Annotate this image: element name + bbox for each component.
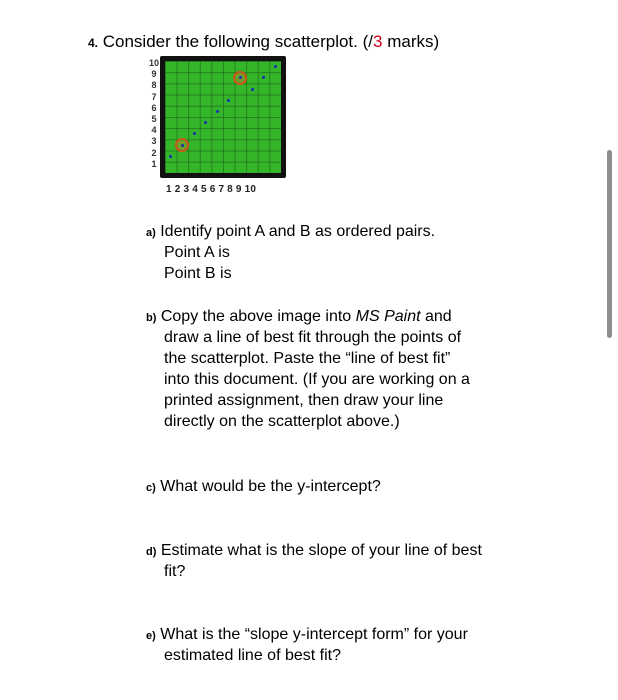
part-b-line1-pre: Copy the above image into (160, 308, 356, 325)
marks-value: 3 (373, 32, 383, 51)
scatter-point (181, 144, 184, 147)
scatter-point (227, 99, 230, 102)
scatterplot-grid (165, 61, 281, 173)
part-a (146, 221, 435, 244)
part-e-letter: e) (146, 630, 156, 642)
question-text: Consider the following scatterplot. (102, 32, 358, 51)
part-a-letter: a) (146, 227, 156, 239)
y-axis-label: 6 (151, 102, 157, 113)
part-d-letter: d) (146, 546, 157, 558)
scatter-point (251, 88, 254, 91)
scatter-point (274, 65, 277, 68)
scatter-point (193, 132, 196, 135)
part-e (146, 624, 468, 647)
y-axis-label: 4 (151, 125, 157, 136)
part-c-letter: c) (146, 482, 156, 494)
part-e-line1: What is the “slope y-intercept form” for your (160, 626, 468, 643)
part-e-line2: estimated line of best fit? (164, 647, 341, 664)
part-c (146, 476, 381, 499)
part-a-text: Identify point A and B as ordered pairs. (160, 223, 436, 240)
part-d-line2: fit? (164, 563, 186, 580)
scatter-point (204, 121, 207, 124)
y-axis-label: 8 (151, 80, 157, 91)
part-b-line6: directly on the scatterplot above.) (164, 413, 400, 430)
part-b-line4: into this document. (If you are working on a (164, 371, 470, 388)
y-axis-label: 3 (151, 136, 157, 147)
part-b-line3: the scatterplot. Paste the “line of best fit” (164, 350, 451, 367)
part-d-line1: Estimate what is the slope of your line of best (160, 542, 482, 559)
marks-open: (/ (362, 32, 374, 51)
x-axis-labels: 1 2 3 4 5 6 7 8 9 10 (166, 184, 257, 195)
part-d (146, 540, 482, 563)
y-axis-label: 5 (151, 114, 157, 124)
part-b-line5: printed assignment, then draw your line (164, 392, 444, 409)
part-b-line2: draw a line of best fit through the points of (164, 329, 462, 346)
question-heading (88, 32, 439, 52)
scatterplot-frame (160, 56, 286, 178)
part-b-line1-post: and (420, 308, 452, 325)
marks-close: marks) (382, 32, 440, 51)
y-axis-label: 2 (151, 147, 157, 158)
part-c-text: What would be the y-intercept? (160, 478, 381, 495)
question-number: 4. (88, 36, 99, 50)
y-axis-label: 10 (149, 58, 160, 68)
vertical-scrollbar[interactable] (607, 150, 612, 338)
scatter-point (216, 110, 219, 113)
point-b-line: Point B is (164, 265, 232, 282)
scatter-point (169, 155, 172, 158)
y-axis-label: 1 (151, 158, 157, 169)
scatterplot-image (146, 54, 292, 200)
part-b-letter: b) (146, 312, 157, 324)
point-a-line: Point A is (164, 244, 230, 261)
y-axis-label: 9 (151, 69, 157, 80)
scatter-point (262, 76, 265, 79)
y-axis-label: 7 (151, 91, 157, 102)
part-b-ms-paint: MS Paint (355, 308, 421, 325)
part-b (146, 306, 452, 329)
